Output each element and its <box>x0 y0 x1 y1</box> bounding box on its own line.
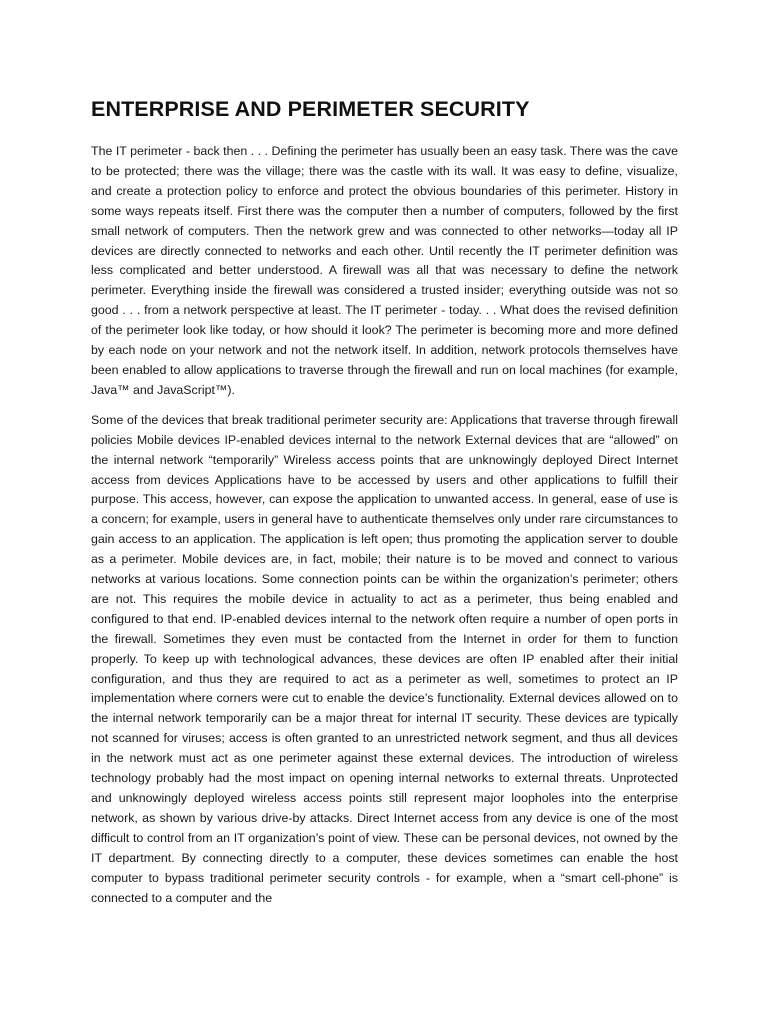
paragraph-it-perimeter: The IT perimeter - back then . . . Defining the perimeter has usually been an easy task. There was the cave to be protected; there was the village; there was the castle with its wall. It was easy to define, visualize, and create a protection policy to enforce and protect the obvious boundaries of this perimeter. History in some ways repeats itself. First there was the computer then a number of computers, followed by the first small network of computers. Then the network grew and was connected to other networks—today all IP devices are directly connected to networks and each other. Until recently the IT perimeter definition was less complicated and better understood. A firewall was all that was necessary to define the network perimeter. Everything inside the firewall was considered a trusted insider; everything outside was not so good . . . from a network perspective at least. The IT perimeter - today. . . What does the revised definition of the perimeter look like today, or how should it look? The perimeter is becoming more and more defined by each node on your network and not the network itself. In addition, network protocols themselves have been enabled to allow applications to traverse through the firewall and run on local machines (for example, Java™ and JavaScript™). <box>91 144 678 397</box>
paragraph-devices-breaking-perimeter: Some of the devices that break traditional perimeter security are: Applications that traverse through firewall policies Mobile devices IP-enabled devices internal to the network External devices that are “allowed” on the internal network “temporarily” Wireless access points that are unknowingly deployed Direct Internet access from devices Applications have to be accessed by users and other applications to fulfill their purpose. This access, however, can expose the application to unwanted access. In general, ease of use is a concern; for example, users in general have to authenticate themselves only under rare circumstances to gain access to an application. The application is left open; thus promoting the application server to double as a perimeter. Mobile devices are, in fact, mobile; their nature is to be moved and connect to various networks at various locations. Some connection points can be within the organization’s perimeter; others are not. This requires the mobile device in actuality to act as a perimeter, thus being enabled and configured to that end. IP-enabled devices internal to the network often require a number of open ports in the firewall. Sometimes they even must be contacted from the Internet in order for them to function properly. To keep up with technological advances, these devices are often IP enabled after their initial configuration, and thus they are required to act as a perimeter as well, sometimes to protect an IP implementation where corners were cut to enable the device’s functionality. External devices allowed on to the internal network temporarily can be a major threat for internal IT security. These devices are typically not scanned for viruses; access is often granted to an unrestricted network segment, and thus all devices in the network must act as one perimeter against these external devices. The introduction of wireless technology probably had the most impact on opening internal networks to external threats. Unprotected and unknowingly deployed wireless access points still represent major loopholes into the enterprise network, as shown by various drive-by attacks. Direct Internet access from any device is one of the most difficult to control from an IT organization’s point of view. These can be personal devices, not owned by the IT department. By connecting directly to a computer, these devices sometimes can enable the host computer to bypass traditional perimeter security controls - for example, when a “smart cell-phone” is connected to a computer and the <box>91 412 678 905</box>
document-title: ENTERPRISE AND PERIMETER SECURITY <box>91 97 530 121</box>
document-page <box>91 96 678 918</box>
